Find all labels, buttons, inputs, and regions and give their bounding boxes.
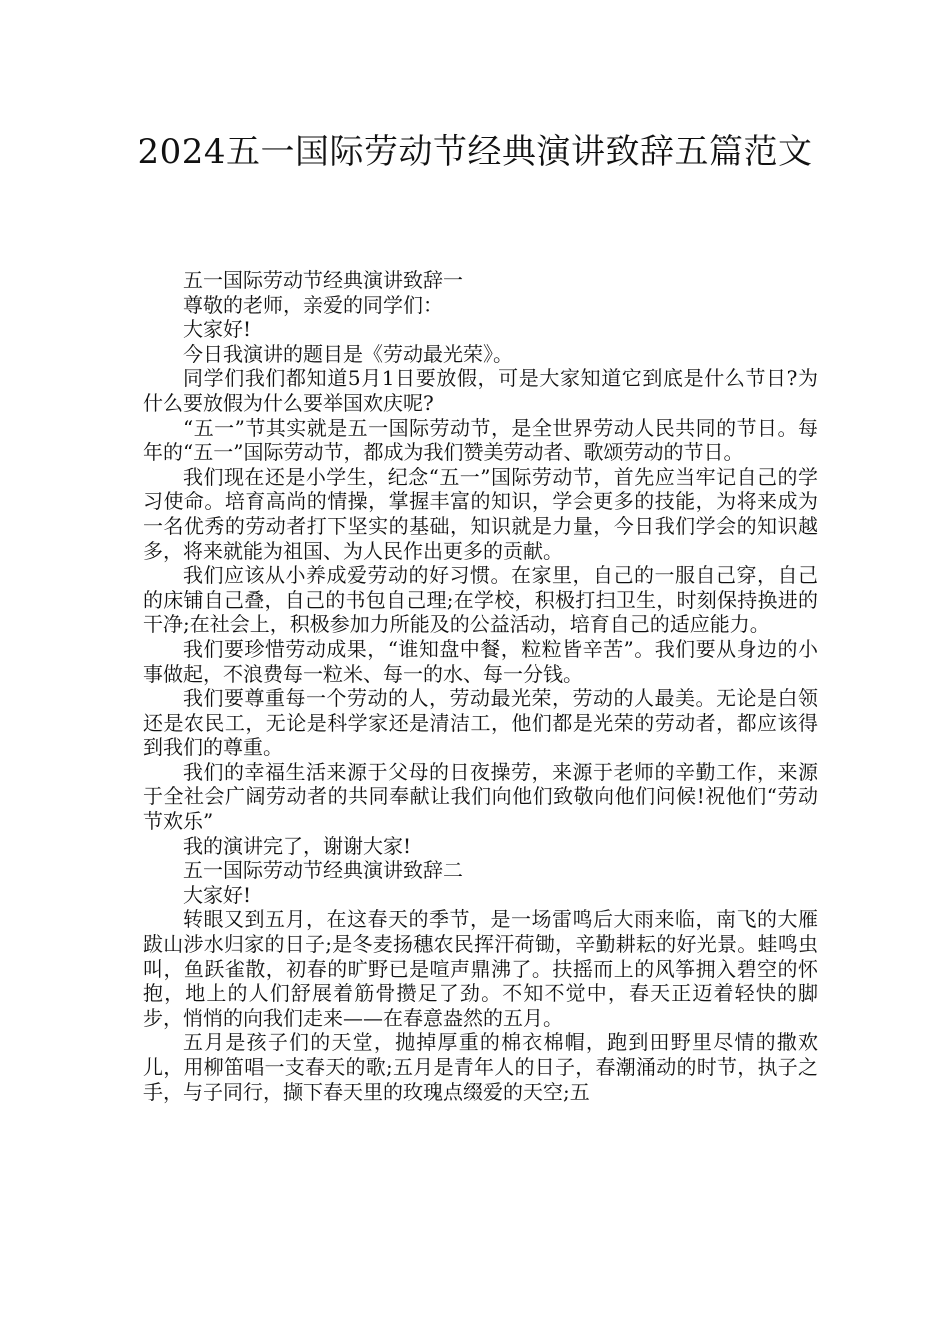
paragraph: 我的演讲完了，谢谢大家!: [183, 833, 412, 858]
paragraph: 大家好!: [183, 882, 252, 907]
document-title: 2024五一国际劳动节经典演讲致辞五篇范文: [137, 132, 813, 172]
paragraph: 五一国际劳动节经典演讲致辞一: [183, 268, 463, 292]
paragraph: 尊敬的老师，亲爱的同学们：: [183, 292, 443, 317]
paragraph: 我们现在还是小学生，纪念“五一”国际劳动节，首先应当牢记自己的学习使命。培育高尚的情操，掌握丰富的知识，学会更多的技能，为将来成为一名优秀的劳动者打下坚实的基础，知识就是力量，今日我们学会的知识越多，将来就能为祖国、为人民作出更多的贡献。: [143, 464, 818, 563]
paragraph: 五月是孩子们的天堂，抛掉厚重的棉衣棉帽，跑到田野里尽情的撒欢儿，用柳笛唱一支春天的歌;五月是青年人的日子，春潮涌动的时节，执子之手，与子同行，撷下春天里的玫瑰点缀爱的天空;五: [143, 1030, 818, 1104]
paragraph: 同学们我们都知道5月1日要放假，可是大家知道它到底是什么节日?为什么要放假为什么要举国欢庆呢?: [143, 366, 818, 415]
paragraph: “五一”节其实就是五一国际劳动节，是全世界劳动人民共同的节日。每年的“五一”国际劳动节，都成为我们赞美劳动者、歌颂劳动的节日。: [143, 415, 818, 465]
paragraph: 我们要尊重每一个劳动的人，劳动最光荣，劳动的人最美。无论是白领还是农民工，无论是科学家还是清洁工，他们都是光荣的劳动者，都应该得到我们的尊重。: [143, 686, 818, 760]
paragraph: 我们应该从小养成爱劳动的好习惯。在家里，自己的一服自己穿，自己的床铺自己叠，自己的书包自己理;在学校，积极打扫卫生，时刻保持换进的干净;在社会上，积极参加力所能及的公益活动，培育自己的适应能力。: [143, 563, 818, 637]
paragraph: 我们要珍惜劳动成果，“谁知盘中餐，粒粒皆辛苦”。我们要从身边的小事做起，不浪费每一粒米、每一的水、每一分钱。: [143, 636, 818, 686]
document-body: [143, 268, 818, 1104]
paragraph: 我们的幸福生活来源于父母的日夜操劳，来源于老师的辛勤工作，来源于全社会广阔劳动者的共同奉献让我们向他们致敬向他们问候!祝他们“劳动节欢乐”: [143, 759, 818, 834]
paragraph: 转眼又到五月，在这春天的季节，是一场雷鸣后大雨来临，南飞的大雁跋山涉水归家的日子;是冬麦扬穗农民挥汗荷锄，辛勤耕耘的好光景。蛙鸣虫叫，鱼跃雀散，初春的旷野已是喧声鼎沸了。扶摇而上的风筝拥入碧空的怀抱，地上的人们舒展着筋骨攒足了劲。不知不觉中，春天正迈着轻快的脚步，悄悄的向我们走来——在春意盎然的五月。: [143, 907, 818, 1030]
paragraph: 今日我演讲的题目是《劳动最光荣》。: [183, 341, 513, 366]
paragraph: 五一国际劳动节经典演讲致辞二: [183, 858, 463, 883]
paragraph: 大家好!: [183, 317, 252, 342]
